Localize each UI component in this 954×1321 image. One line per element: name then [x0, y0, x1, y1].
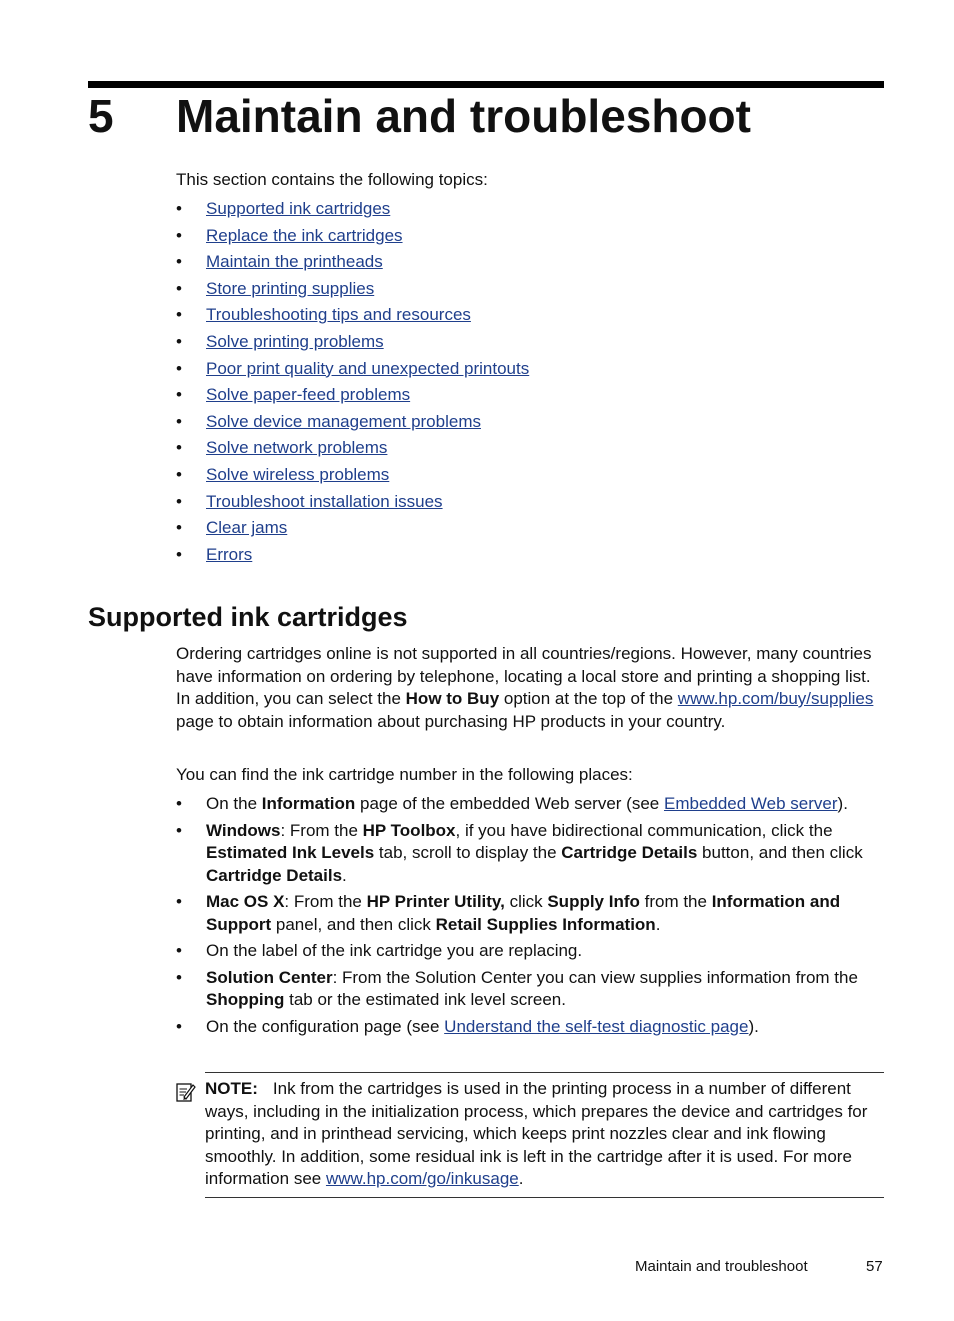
- text-run: : From the: [280, 820, 363, 840]
- topic-item: [176, 542, 529, 569]
- places-item-windows: [176, 820, 884, 888]
- topic-link-supported-ink-cartridges[interactable]: Supported ink cartridges: [206, 199, 391, 218]
- topic-item: [176, 276, 529, 303]
- embedded-web-server-link[interactable]: Embedded Web server: [663, 794, 838, 813]
- note-top-rule: [205, 1072, 884, 1073]
- text-run: : From the: [284, 892, 367, 911]
- topic-list: [176, 196, 529, 568]
- chapter-title: Maintain and troubleshoot: [176, 90, 751, 142]
- topic-item: [176, 462, 529, 489]
- bullet: •: [176, 225, 182, 245]
- text-run: Ordering cartridges online is not supported in all countries/regions. However, many countries have information on ordering by telephone, locating a local store and printing a shopping list. In addition, you can select the: [176, 644, 872, 708]
- bold-run: Cartridge Details: [206, 865, 343, 885]
- bullet: •: [176, 438, 182, 458]
- text-run: : From the Solution Center you can view supplies information from the: [332, 967, 858, 987]
- self-test-diagnostic-link[interactable]: Understand the self-test diagnostic page: [444, 1016, 749, 1036]
- text-run: Ink from the cartridges is used in the printing process in a number of different ways, including in the initialization process, which prepares the device and cartridges for printing, and in printhead servicing, which keeps print nozzles clear and ink flowing smoothly. In addition, some residual ink is left in the cartridge after it is used. For more information see: [205, 1079, 868, 1188]
- bold-run: Estimated Ink Levels: [206, 843, 375, 862]
- bullet: •: [176, 385, 182, 405]
- text-run: On the: [206, 794, 262, 813]
- text-run: ).: [837, 794, 848, 813]
- topic-item: [176, 515, 529, 542]
- places-item-config-page: [176, 1016, 884, 1039]
- topic-link-replace-ink-cartridges[interactable]: Replace the ink cartridges: [206, 225, 403, 245]
- topic-item: [176, 329, 529, 356]
- topic-link-clear-jams[interactable]: Clear jams: [206, 518, 288, 538]
- bullet: •: [176, 1016, 182, 1036]
- ordering-paragraph: [176, 643, 884, 733]
- text-run: On the configuration page (see: [206, 1016, 445, 1036]
- text-run: On the label of the ink cartridge you are replacing.: [206, 941, 583, 960]
- bold-run: Windows: [206, 820, 281, 840]
- bullet: •: [176, 358, 182, 378]
- bullet: •: [176, 518, 182, 538]
- text-run: .: [518, 1169, 524, 1188]
- bullet: •: [176, 491, 182, 511]
- bullet: •: [176, 941, 182, 960]
- topic-link-troubleshooting-tips[interactable]: Troubleshooting tips and resources: [206, 305, 471, 325]
- intro-text: This section contains the following topics:: [176, 170, 488, 189]
- bullet: •: [176, 794, 182, 813]
- topic-item: [176, 249, 529, 276]
- bold-run: Supply Info: [547, 892, 640, 911]
- topic-link-store-printing-supplies[interactable]: Store printing supplies: [206, 278, 375, 298]
- topic-link-solve-network[interactable]: Solve network problems: [206, 438, 388, 458]
- note-pencil-icon: [176, 1081, 196, 1103]
- text-run: .: [342, 865, 347, 885]
- hp-supplies-link[interactable]: www.hp.com/buy/supplies: [677, 689, 874, 708]
- text-run: tab or the estimated ink level screen.: [284, 990, 566, 1009]
- topic-link-troubleshoot-installation[interactable]: Troubleshoot installation issues: [206, 491, 443, 511]
- topic-link-solve-wireless[interactable]: Solve wireless problems: [206, 464, 390, 484]
- note-text: [205, 1078, 884, 1191]
- topic-item: [176, 196, 529, 223]
- bullet: •: [176, 305, 182, 325]
- chapter-number: 5: [88, 90, 114, 142]
- note-label: NOTE:: [205, 1079, 258, 1098]
- places-list: [176, 793, 884, 1042]
- topic-link-solve-printing-problems[interactable]: Solve printing problems: [206, 331, 384, 351]
- topic-link-maintain-printheads[interactable]: Maintain the printheads: [206, 252, 383, 272]
- bold-run: HP Toolbox: [362, 820, 456, 840]
- places-item-label: [176, 940, 884, 963]
- section-title: Supported ink cartridges: [88, 602, 408, 632]
- text-run: page to obtain information about purchasing HP products in your country.: [176, 711, 726, 731]
- places-intro: You can find the ink cartridge number in the following places:: [176, 765, 633, 784]
- topic-link-errors[interactable]: Errors: [206, 544, 253, 564]
- topic-link-solve-device-management[interactable]: Solve device management problems: [206, 411, 481, 431]
- bullet: •: [176, 967, 182, 987]
- bold-run: Retail Supplies Information: [435, 914, 656, 934]
- bold-run: Information: [261, 794, 356, 813]
- text-run: click: [504, 892, 548, 911]
- text-run: button, and then click: [697, 843, 863, 862]
- bullet: •: [176, 411, 182, 431]
- topic-item: [176, 409, 529, 436]
- places-item-mac: [176, 891, 884, 936]
- bullet: •: [176, 252, 182, 272]
- topic-item: [176, 489, 529, 516]
- places-item-ews: [176, 793, 884, 816]
- bullet: •: [176, 464, 182, 484]
- topic-item: [176, 382, 529, 409]
- bold-run: HP Printer Utility,: [366, 892, 505, 911]
- places-item-solution-center: [176, 967, 884, 1012]
- bullet: •: [176, 278, 182, 298]
- text-run: tab, scroll to display the: [374, 843, 562, 862]
- text-run: .: [655, 914, 661, 934]
- bold-run: Cartridge Details: [561, 843, 698, 862]
- bold-run: Information and Support: [206, 892, 841, 934]
- bold-run: Shopping: [206, 990, 285, 1009]
- topic-item: [176, 356, 529, 383]
- text-run: panel, and then click: [271, 914, 436, 934]
- topic-item: [176, 435, 529, 462]
- text-run: option at the top of the: [499, 689, 678, 708]
- topic-item: [176, 302, 529, 329]
- chapter-top-rule: [88, 81, 884, 88]
- bullet: •: [176, 892, 182, 911]
- inkusage-link[interactable]: www.hp.com/go/inkusage: [325, 1169, 519, 1188]
- bold-run: Solution Center: [206, 967, 333, 987]
- topic-item: [176, 223, 529, 250]
- note-bottom-rule: [205, 1197, 884, 1198]
- text-run: from the: [639, 892, 712, 911]
- page-number: 57: [866, 1258, 883, 1275]
- bold-run: How to Buy: [405, 689, 500, 708]
- text-run: , if you have bidirectional communication, click the: [455, 820, 833, 840]
- bold-run: Mac OS X: [206, 892, 285, 911]
- footer-chapter-label: Maintain and troubleshoot: [635, 1258, 808, 1275]
- text-run: ).: [748, 1016, 759, 1036]
- topic-link-poor-print-quality[interactable]: Poor print quality and unexpected printouts: [206, 358, 530, 378]
- bullet: •: [176, 199, 182, 218]
- bullet: •: [176, 820, 182, 840]
- bullet: •: [176, 331, 182, 351]
- topic-link-solve-paper-feed[interactable]: Solve paper-feed problems: [206, 385, 411, 405]
- text-run: page of the embedded Web server (see: [355, 794, 664, 813]
- bullet: •: [176, 544, 182, 564]
